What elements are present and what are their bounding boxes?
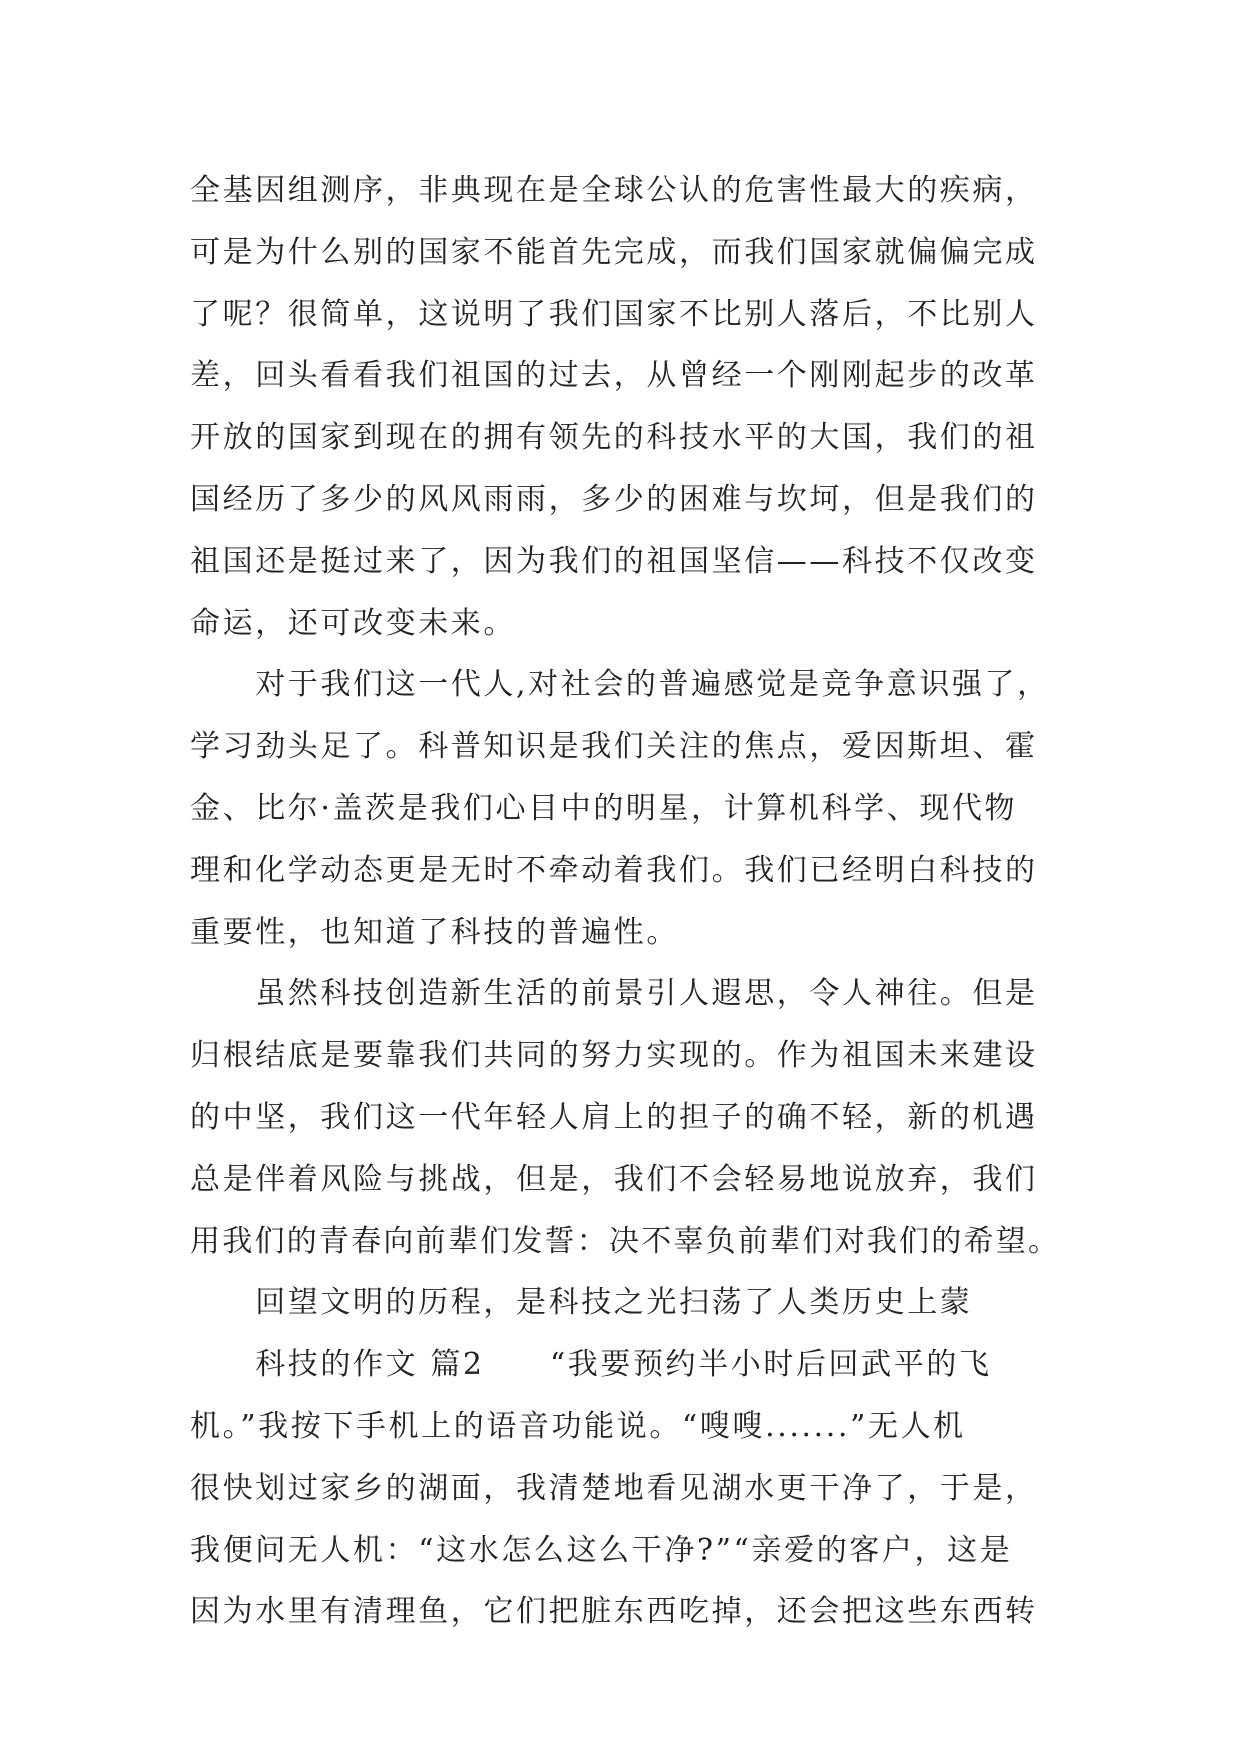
text-line: 对于我们这一代人,对社会的普遍感觉是竞争意识强了， <box>190 667 1050 703</box>
text-line: 重要性，也知道了科技的普遍性。 <box>190 914 679 950</box>
text-line: 国经历了多少的风风雨雨，多少的困难与坎坷，但是我们的 <box>190 481 1038 517</box>
text-line: 用我们的青春向前辈们发誓：决不辜负前辈们对我们的希望。 <box>190 1223 1061 1259</box>
text-line: 我便问无人机：“这水怎么这么干净?”“亲爱的客户，这是 <box>190 1532 1013 1568</box>
text-line: 总是伴着风险与挑战，但是，我们不会轻易地说放弃，我们 <box>190 1161 1038 1197</box>
text-line: 虽然科技创造新生活的前景引人遐思，令人神往。但是 <box>190 976 1038 1012</box>
text-line: 可是为什么别的国家不能首先完成，而我们国家就偏偏完成 <box>190 234 1038 270</box>
text-line: 全基因组测序，非典现在是全球公认的危害性最大的疾病， <box>190 173 1038 208</box>
text-line: 回望文明的历程，是科技之光扫荡了人类历史上蒙 <box>190 1285 973 1321</box>
text-line: 命运，还可改变未来。 <box>190 605 516 641</box>
text-line: 归根结底是要靠我们共同的努力实现的。作为祖国未来建设 <box>190 1038 1038 1074</box>
text-line: 差，回头看看我们祖国的过去，从曾经一个刚刚起步的改革 <box>190 358 1038 394</box>
document-body <box>190 160 1060 1643</box>
text-line: 了呢？很简单，这说明了我们国家不比别人落后，不比别人 <box>190 296 1038 332</box>
text-line: 理和化学动态更是无时不牵动着我们。我们已经明白科技的 <box>190 852 1038 888</box>
text-line: 学习劲头足了。科普知识是我们关注的焦点，爱因斯坦、霍 <box>190 729 1038 765</box>
text-line: 科技的作文 篇2 “我要预约半小时后回武平的飞 <box>190 1347 992 1383</box>
text-line: 很快划过家乡的湖面，我清楚地看见湖水更干净了，于是， <box>190 1470 1038 1506</box>
text-line: 祖国还是挺过来了，因为我们的祖国坚信——科技不仅改变 <box>190 543 1038 579</box>
text-line: 机。”我按下手机上的语音功能说。“嗖嗖.......”无人机 <box>190 1408 966 1444</box>
text-line: 因为水里有清理鱼，它们把脏东西吃掉，还会把这些东西转 <box>190 1594 1038 1630</box>
text-line: 开放的国家到现在的拥有领先的科技水平的大国，我们的祖 <box>190 420 1038 456</box>
text-line: 金、比尔·盖茨是我们心目中的明星，计算机科学、现代物 <box>190 790 1018 826</box>
text-line: 的中坚，我们这一代年轻人肩上的担子的确不轻，新的机遇 <box>190 1099 1038 1135</box>
